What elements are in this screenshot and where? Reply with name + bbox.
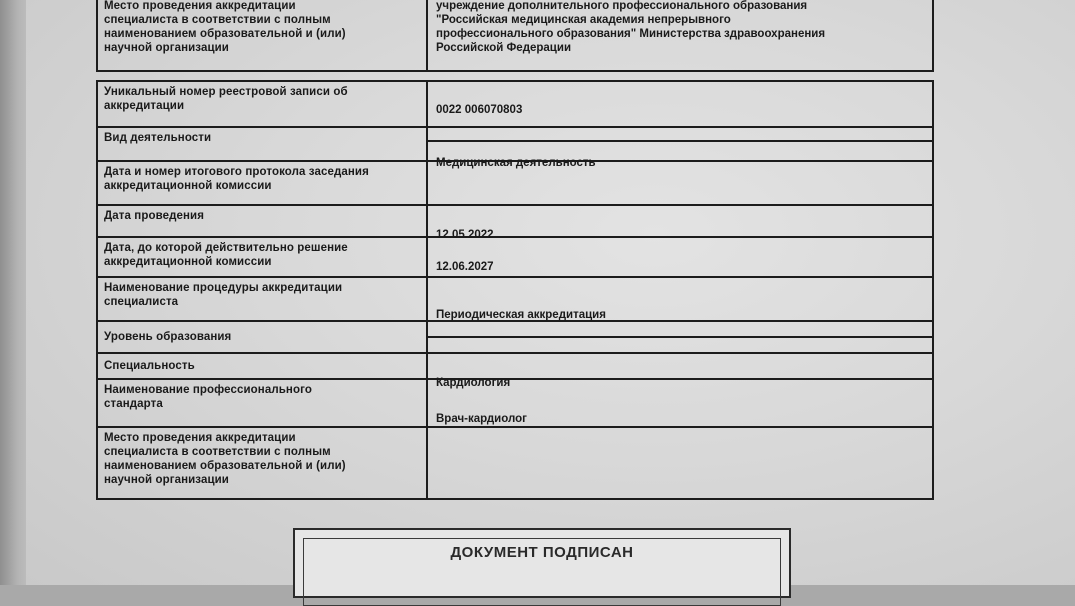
accreditation-table bbox=[96, 80, 934, 500]
table-row bbox=[98, 238, 932, 278]
procedure-name-text: Периодическая аккредитация bbox=[436, 309, 606, 321]
stamp-title: ДОКУМЕНТ ПОДПИСАН bbox=[450, 544, 634, 561]
row-label-education-level: Уровень образования bbox=[98, 322, 428, 352]
row-value-procedure-name bbox=[428, 278, 932, 320]
row-label-registry-number: Уникальный номер реестровой записи об аккредитации bbox=[98, 82, 428, 126]
row-label-professional-standard: Наименование профессионального стандарта bbox=[98, 380, 428, 426]
cell-divider bbox=[428, 336, 932, 338]
table-row bbox=[98, 206, 932, 241]
valid-until-text: 12.06.2027 bbox=[436, 261, 494, 273]
row-label-specialty: Специальность bbox=[98, 354, 428, 378]
specialty-text: Кардиология bbox=[436, 377, 511, 389]
row-value-place bbox=[428, 428, 932, 498]
table-row bbox=[98, 82, 932, 128]
professional-standard-text: Врач-кардиолог bbox=[436, 413, 527, 425]
row-label-procedure-name: Наименование процедуры аккредитации специалиста bbox=[98, 278, 428, 320]
table-row bbox=[98, 128, 932, 169]
row-value-date-held bbox=[428, 206, 932, 241]
table-row bbox=[98, 162, 932, 206]
date-held-text: 12.05.2022 bbox=[436, 229, 494, 241]
row-value-valid-until bbox=[428, 238, 932, 276]
top-table-value: учреждение дополнительного профессионального образования "Российская медицинская академия непрерывного профессионального образования" Министерства здравоохранения Российской Федерации bbox=[436, 0, 826, 54]
row-value-specialty bbox=[428, 354, 932, 389]
top-table bbox=[96, 0, 934, 72]
activity-type-text: Медицинская деятельность bbox=[436, 157, 596, 169]
table-row bbox=[98, 278, 932, 322]
row-label-protocol: Дата и номер итогового протокола заседания аккредитационной комиссии bbox=[98, 162, 428, 204]
table-row bbox=[98, 354, 932, 389]
row-label-place: Место проведения аккредитации специалиста в соответствии с полным наименованием образовательной и (или) научной организации bbox=[98, 428, 428, 498]
row-label-valid-until: Дата, до которой действительно решение аккредитационной комиссии bbox=[98, 238, 428, 276]
table-row bbox=[98, 380, 932, 428]
row-label-activity-type: Вид деятельности bbox=[98, 128, 428, 160]
table-row bbox=[98, 428, 932, 498]
row-value-professional-standard bbox=[428, 380, 932, 426]
row-value-protocol bbox=[428, 162, 932, 204]
signature-stamp bbox=[293, 528, 791, 598]
cell-divider bbox=[428, 140, 932, 142]
top-table-label: Место проведения аккредитации специалиста в соответствии с полным наименованием образовательной и (или) научной организации bbox=[98, 0, 428, 70]
row-label-date-held: Дата проведения bbox=[98, 206, 428, 236]
row-value-education-level bbox=[428, 322, 932, 352]
row-value-registry-number: 0022 006070803 bbox=[436, 104, 523, 116]
table-row bbox=[98, 322, 932, 354]
top-table-row bbox=[98, 0, 932, 70]
row-value-activity-type bbox=[428, 128, 932, 169]
